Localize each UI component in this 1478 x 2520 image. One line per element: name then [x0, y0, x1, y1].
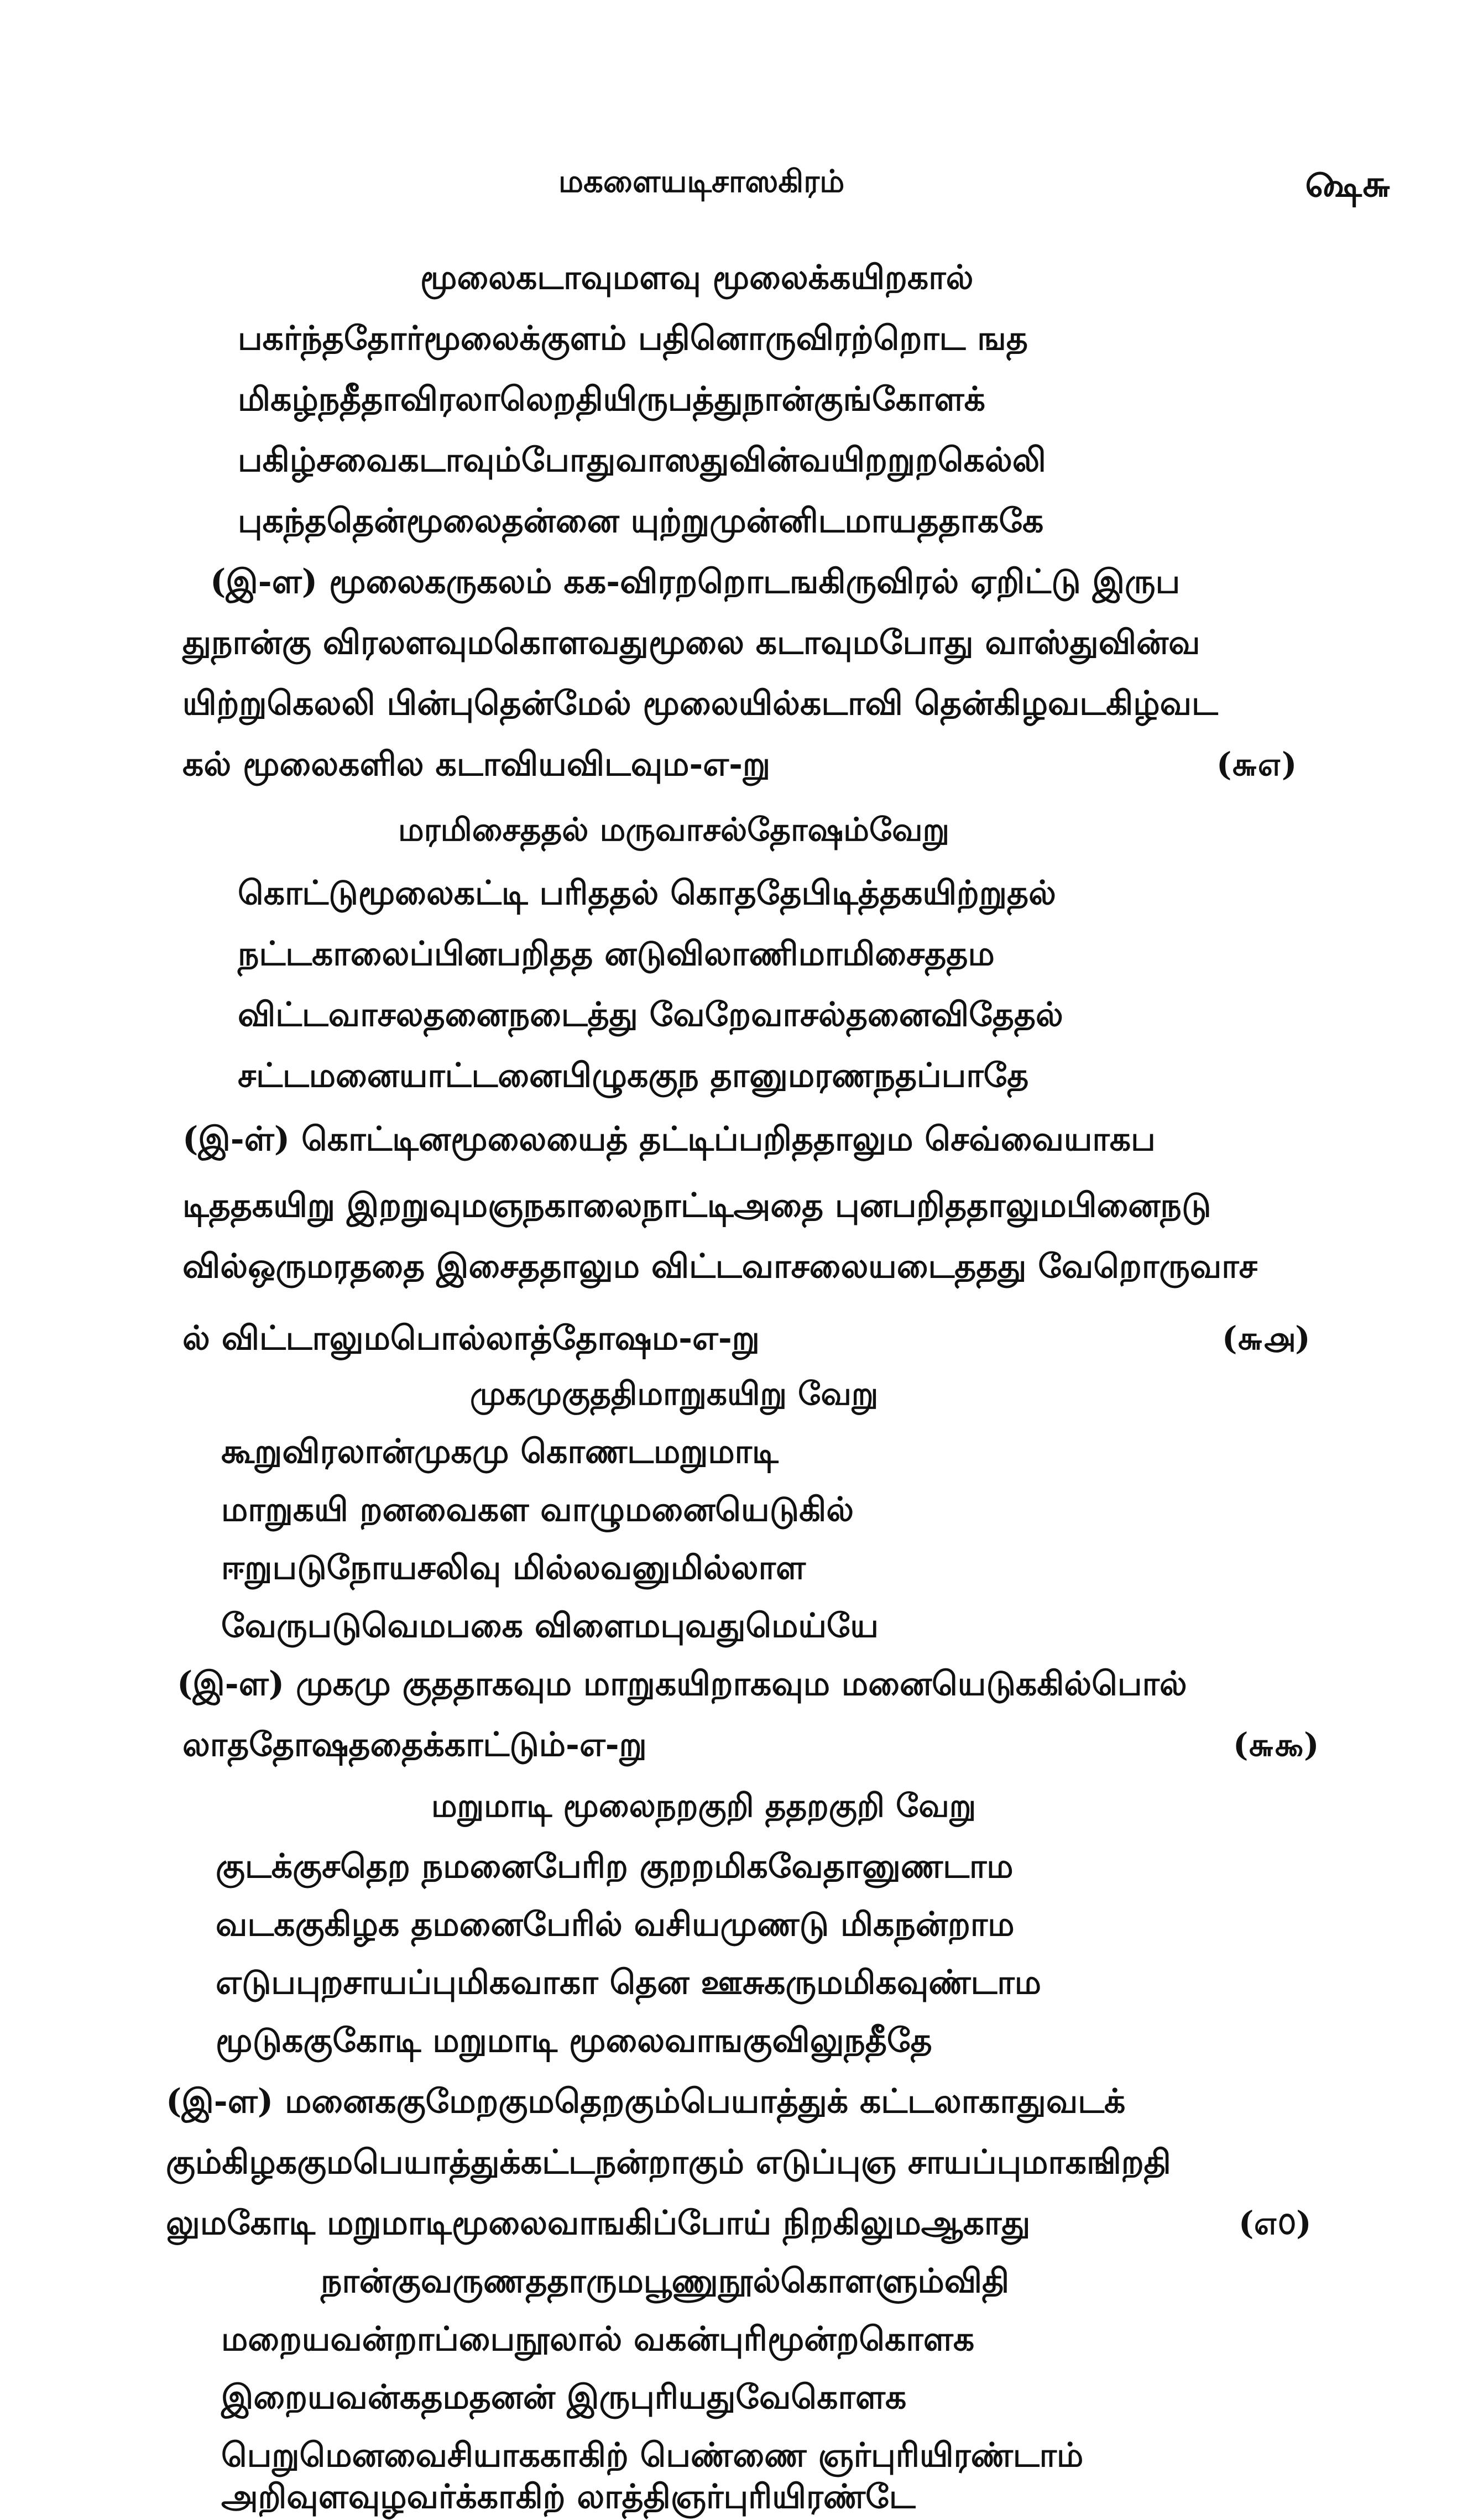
text-line: மிகழ்நதீதாவிரலாலெறதியிருபத்துநான்குங்கோளக் — [238, 380, 985, 419]
verse-number: (௬௮) — [1222, 1319, 1310, 1357]
text-line: சட்டமனையாட்டனைபிழுககுந தானுமரணநதப்பாதே — [238, 1056, 1029, 1095]
text-line: விட்டவாசலதனைநடைத்து வேறேவாசல்தனைவிதேதல் — [238, 995, 1063, 1034]
section-subheading: மரமிசைததல் மருவாசல்தோஷம்வேறு — [398, 811, 950, 848]
commentary-line: ல் விட்டாலுமபொல்லாத்தோஷம-எ-று — [182, 1319, 760, 1358]
text-line: கொட்டுமூலைகட்டி பரிததல் கொததேபிடித்தகயிற்றுதல் — [238, 874, 1056, 912]
text-line: வடககுகிழக தமனைபேரில் வசியமுணடு மிகநன்றாம — [216, 1905, 1015, 1944]
commentary-line: (இ-ள) முகமு குததாகவும மாறுகயிறாகவும மனையெடுககில்பொல் — [177, 1665, 1187, 1703]
text-line: பெறுமெனவைசியாககாகிற் பெண்ணை ஞர்புரியிரண்டாம் — [221, 2436, 1084, 2475]
text-line: புகந்ததென்மூலைதன்னை யுற்றுமுன்னிடமாயததாககே — [238, 502, 1044, 540]
commentary-line: டிததகயிறு இறறுவுமஞநகாலைநாட்டிஅதை புனபறிததாலுமபினைநடு — [182, 1186, 1211, 1225]
text-line: ஈறுபடுநோயசலிவு மில்லவனுமில்லாள — [221, 1548, 806, 1587]
commentary-line: லாததோஷததைக்காட்டும்-எ-று — [182, 1725, 647, 1764]
verse-number: (௬௭) — [1216, 745, 1297, 783]
text-line: எடுபபுறசாயப்புமிகவாகா தென ஊசுகருமமிகவுண்டாம — [216, 1963, 1042, 2002]
text-line: பகர்ந்ததோர்மூலைக்குளம் பதினொருவிரற்றொட ஙத — [238, 319, 1028, 358]
verse-number: (௬௯) — [1233, 1726, 1319, 1764]
commentary-line: துநான்கு விரலளவுமகொளவதுமூலை கடாவுமபோது வாஸ்துவின்வ — [182, 623, 1200, 662]
text-line: நட்டகாலைப்பினபறிதத னடுவிலாணிமாமிசைததம — [238, 935, 995, 973]
text-line: அறிவுளவுழவர்க்காகிற் லாத்திஞர்புரியிரண்டே — [221, 2477, 916, 2516]
text-line: இறையவன்கதமதனன் இருபுரியதுவேகொளக — [221, 2378, 907, 2417]
section-subheading: மறுமாடி மூலைநறகுறி ததறகுறி வேறு — [431, 1787, 976, 1824]
text-line: மூடுககுகோடி மறுமாடி மூலைவாஙகுவிலுநதீதே — [216, 2021, 932, 2060]
commentary-line: (இ-ள) மனைககுமேறகுமதெறகும்பெயாத்துக் கட்டலாகாதுவடக் — [166, 2082, 1126, 2121]
commentary-line: கல் மூலைகளில கடாவியவிடவும-எ-று — [182, 745, 771, 784]
commentary-line: (இ-ள) மூலைகருகலம் கக-விரறறொடஙகிருவிரல் ஏறிட்டு இருப — [210, 562, 1181, 601]
section-subheading: முகமுகுததிமாறுகயிறு வேறு — [470, 1375, 879, 1412]
text-line: மூலைகடாவுமளவு மூலைக்கயிறகால் — [420, 258, 974, 297]
commentary-line: கும்கிழககுமபெயாத்துக்கட்டநன்றாகும் எடுப்புஞ சாயப்புமாகஙிறதி — [166, 2143, 1171, 2182]
verse-number: (௭௦) — [1239, 2204, 1312, 2242]
text-line: மாறுகயி றனவைகள வாழுமனையெடுகில் — [221, 1490, 854, 1529]
commentary-line: (இ-ள்) கொட்டினமூலையைத் தட்டிப்பறிததாலும செவ்வையாகப — [182, 1120, 1156, 1159]
text-line: நான்குவருணததாருமபூணுநூல்கொளளும்விதி — [321, 2262, 1010, 2300]
text-line: வேருபடுவெமபகை விளைமபுவதுமெய்யே — [221, 1606, 879, 1645]
text-line: மறையவன்றாப்பைநூலால் வகன்புரிமூன்றகொளக — [221, 2320, 975, 2359]
commentary-line: லுமகோடி மறுமாடிமூலைவாஙகிப்போய் நிறகிலுமஆகாது — [166, 2204, 1031, 2242]
text-line: கூறுவிரலான்முகமு கொணடமறுமாடி — [221, 1432, 779, 1471]
page-number: ௸௬ — [1305, 162, 1392, 205]
text-line: குடக்குசதெற நமனைபேரிற குறறமிகவேதானுணடாம — [216, 1847, 1014, 1886]
commentary-line: யிற்றுகெலலி பின்புதென்மேல் மூலையில்கடாவி தென்கிழவடகிழ்வட — [182, 684, 1218, 723]
commentary-line: வில்ஒருமரததை இசைததாலும விட்டவாசலையடைததது வேறொருவாச — [182, 1247, 1257, 1286]
page-header-title: மகளையடிசாஸகிரம் — [558, 163, 845, 200]
text-line: பகிழ்சவைகடாவும்போதுவாஸதுவின்வயிறறுறகெல்லி — [238, 441, 1046, 479]
